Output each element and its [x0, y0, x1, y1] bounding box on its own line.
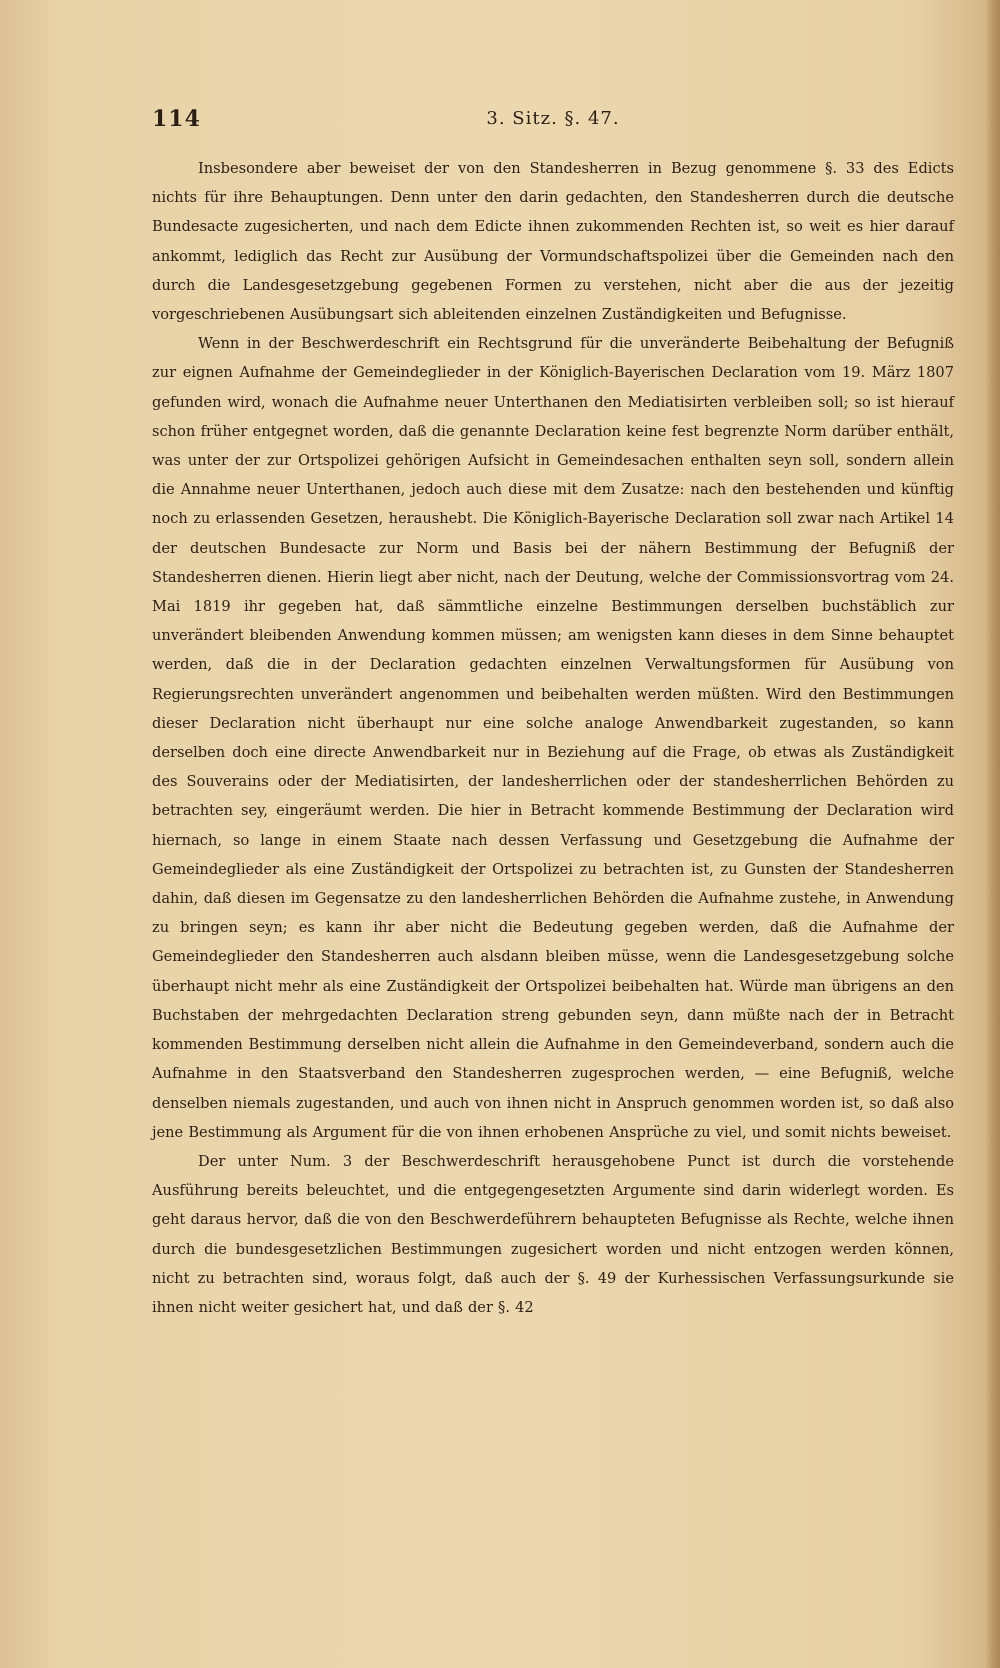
paragraph-2: Wenn in der Beschwerdeschrift ein Rechtsgrund für die unveränderte Beibehaltung der Befugniß zur eignen Aufnahme der Gemeindeglieder in der Königlich-Bayerischen Declaration vom 19. März 1807 gefunden wird, wonach die Aufnahme neuer Unterthanen den Mediatisirten verbleiben soll; so ist hierauf schon früher entgegnet worden, daß die genannte Declaration keine fest begrenzte Norm darüber enthält, was unter der zur Ortspolizei gehörigen Aufsicht in Gemeindesachen enthalten seyn soll, sondern allein die Annahme neuer Unterthanen, jedoch auch diese mit dem Zusatze: nach den bestehenden und künftig noch zu erlassenden Gesetzen, heraushebt. Die Königlich-Bayerische Declaration soll zwar nach Artikel 14 der deutschen Bundesacte zur Norm und Basis bei der nähern Bestimmung der Befugniß der Standesherren dienen. Hierin liegt aber nicht, nach der Deutung, welche der Commissionsvortrag vom 24. Mai 1819 ihr gegeben hat, daß sämmtliche einzelne Bestimmungen derselben buchstäblich zur unverändert bleibenden Anwendung kommen müssen; am wenigsten kann dieses in dem Sinne behauptet werden, daß die in der Declaration gedachten einzelnen Verwaltungsformen für Ausübung von Regierungsrechten unverändert angenommen und beibehalten werden müßten. Wird den Bestimmungen dieser Declaration nicht überhaupt nur eine solche analoge Anwendbarkeit zugestanden, so kann derselben doch eine directe Anwendbarkeit nur in Beziehung auf die Frage, ob etwas als Zuständigkeit des Souverains oder der Mediatisirten, der landesherrlichen oder der standesherrlichen Behörden zu betrachten sey, eingeräumt werden. Die hier in Betracht kommende Bestimmung der Declaration wird hiernach, so lange in einem Staate nach dessen Verfassung und Gesetzgebung die Aufnahme der Gemeindeglieder als eine Zuständigkeit der Ortspolizei zu betrachten ist, zu Gunsten der Standesherren dahin, daß diesen im Gegensatze zu den landesherrlichen Behörden die Aufnahme zustehe, in Anwendung zu bringen seyn; es kann ihr aber nicht die Bedeutung gegeben werden, daß die Aufnahme der Gemeindeglieder den Standesherren auch alsdann bleiben müsse, wenn die Landesgesetzgebung solche überhaupt nicht mehr als eine Zuständigkeit der Ortspolizei beibehalten hat. Würde man übrigens an den Buchstaben der mehrgedachten Declaration streng gebunden seyn, dann müßte nach der in Betracht kommenden Bestimmung derselben nicht allein die Aufnahme in den Gemeindeverband, sondern auch die Aufnahme in den Staatsverband den Standesherren zugesprochen werden, — eine Befugniß, welche denselben niemals zugestanden, und auch von ihnen nicht in Anspruch genommen worden ist, so daß also jene Bestimmung als Argument für die von ihnen erhobenen Ansprüche zu viel, und somit nichts beweiset.: [152, 335, 954, 1141]
body-text: [152, 154, 954, 1322]
paragraph-1: Insbesondere aber beweiset der von den Standesherren in Bezug genommene §. 33 des Edicts nichts für ihre Behauptungen. Denn unter den darin gedachten, den Standesherren durch die deutsche Bundesacte zugesicherten, und nach dem Edicte ihnen zukommenden Rechten ist, so weit es hier darauf ankommt, lediglich das Recht zur Ausübung der Vormundschaftspolizei über die Gemeinden nach den durch die Landesgesetzgebung gegebenen Formen zu verstehen, nicht aber die aus der jezeitig vorgeschriebenen Ausübungsart sich ableitenden einzelnen Zuständigkeiten und Befugnisse.: [152, 160, 954, 324]
page-number: 114: [152, 106, 201, 132]
page-edge: [984, 0, 1000, 1668]
paragraph-3: Der unter Num. 3 der Beschwerdeschrift herausgehobene Punct ist durch die vorstehende Ausführung bereits beleuchtet, und die entgegengesetzten Argumente sind darin widerlegt worden. Es geht daraus hervor, daß die von den Beschwerdeführern behaupteten Befugnisse als Rechte, welche ihnen durch die bundesgesetzlichen Bestimmungen zugesichert worden und nicht entzogen werden können, nicht zu betrachten sind, woraus folgt, daß auch der §. 49 der Kurhessischen Verfassungsurkunde sie ihnen nicht weiter gesichert hat, und daß der §. 42: [152, 1152, 954, 1316]
page-header: [152, 100, 954, 140]
running-head: 3. Sitz. §. 47.: [486, 108, 620, 129]
